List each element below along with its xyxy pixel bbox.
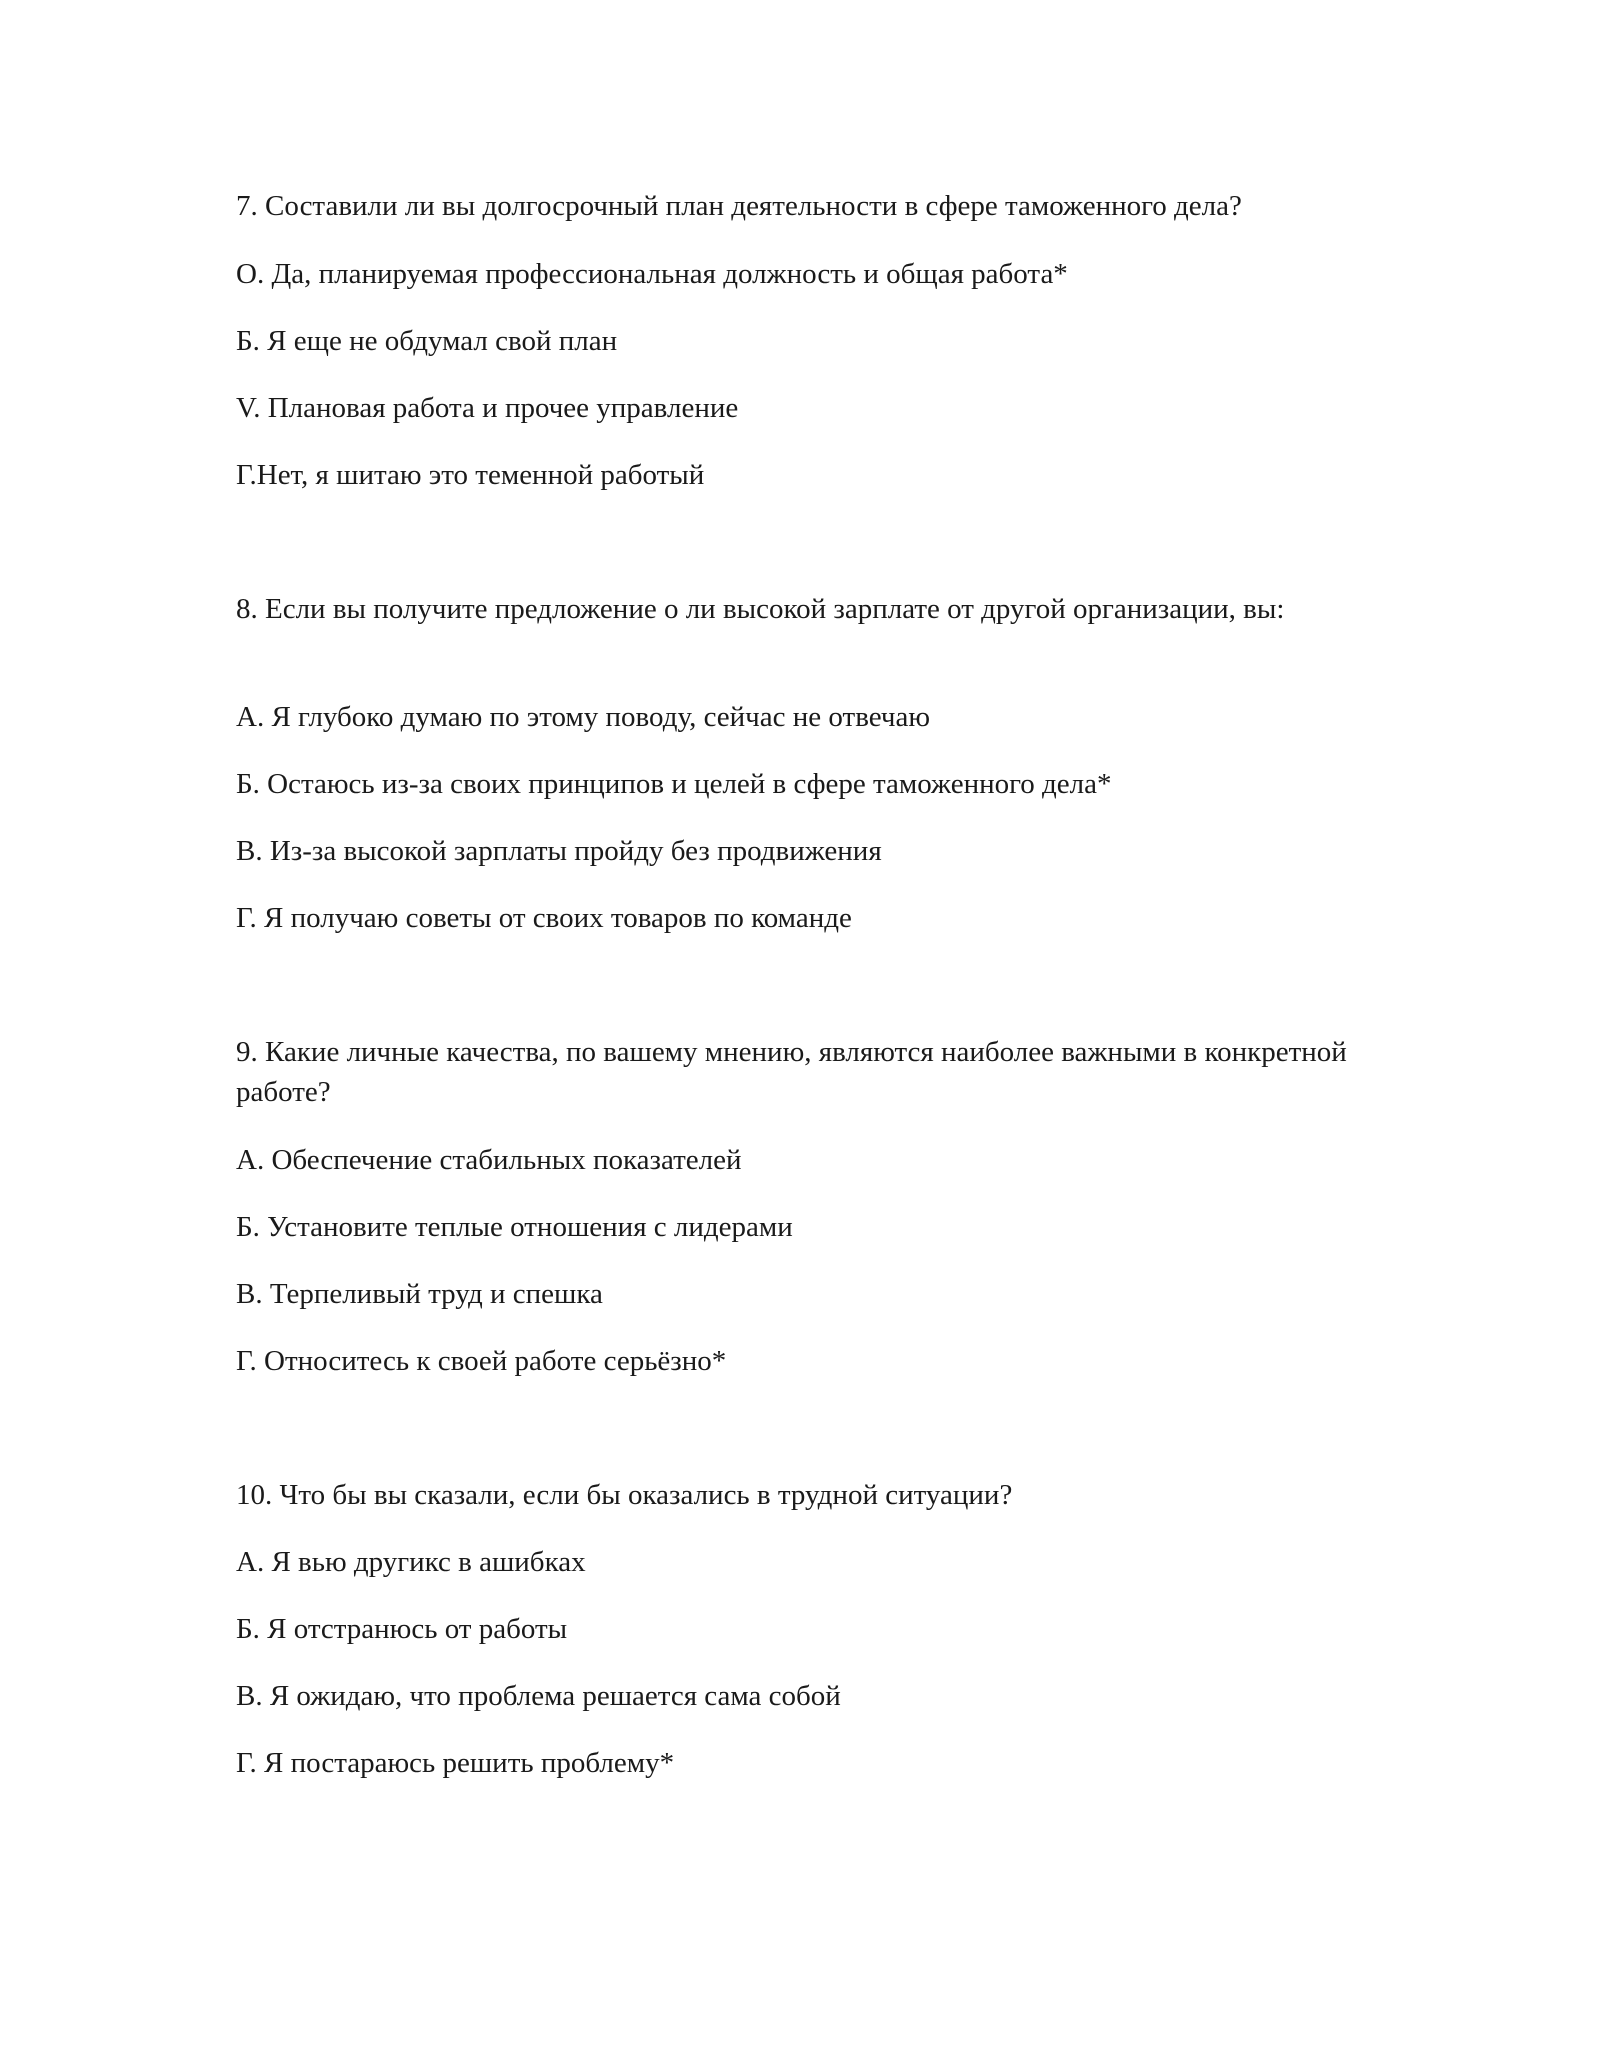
question-10-option-2: Б. Я отстранюсь от работы: [236, 1613, 568, 1645]
question-10-option-4: Г. Я постараюсь решить проблему*: [236, 1747, 675, 1779]
question-8-option-3: В. Из-за высокой зарплаты пройду без продвижения: [236, 835, 882, 867]
question-9-option-1: А. Обеспечение стабильных показателей: [236, 1144, 742, 1176]
question-7-option-3: V. Плановая работа и прочее управление: [236, 392, 739, 424]
question-9-option-2: Б. Установите теплые отношения с лидерами: [236, 1211, 793, 1243]
question-9-text: 9. Какие личные качества, по вашему мнению, являются наиболее важными в конкретной работе?: [236, 1036, 1347, 1108]
question-10-option-3: В. Я ожидаю, что проблема решается сама собой: [236, 1680, 841, 1712]
question-7-option-4: Г.Нет, я шитаю это теменной работый: [236, 459, 705, 491]
question-7-option-2: Б. Я еще не обдумал свой план: [236, 325, 618, 357]
question-10-text: 10. Что бы вы сказали, если бы оказались в трудной ситуации?: [236, 1479, 1013, 1511]
question-9-option-3: В. Терпеливый труд и спешка: [236, 1278, 603, 1310]
question-10-option-1: А. Я вью другикс в ашибках: [236, 1546, 586, 1578]
question-7-text: 7. Составили ли вы долгосрочный план деятельности в сфере таможенного дела?: [236, 190, 1242, 222]
question-8-option-2: Б. Остаюсь из-за своих принципов и целей в сфере таможенного дела*: [236, 768, 1112, 800]
question-8-option-1: А. Я глубоко думаю по этому поводу, сейчас не отвечаю: [236, 701, 930, 733]
question-8-option-4: Г. Я получаю советы от своих товаров по команде: [236, 902, 852, 934]
question-7-option-1: О. Да, планируемая профессиональная должность и общая работа*: [236, 258, 1068, 290]
question-9-option-4: Г. Относитесь к своей работе серьёзно*: [236, 1345, 727, 1377]
question-8-text: 8. Если вы получите предложение о ли высокой зарплате от другой организации, вы:: [236, 593, 1285, 625]
